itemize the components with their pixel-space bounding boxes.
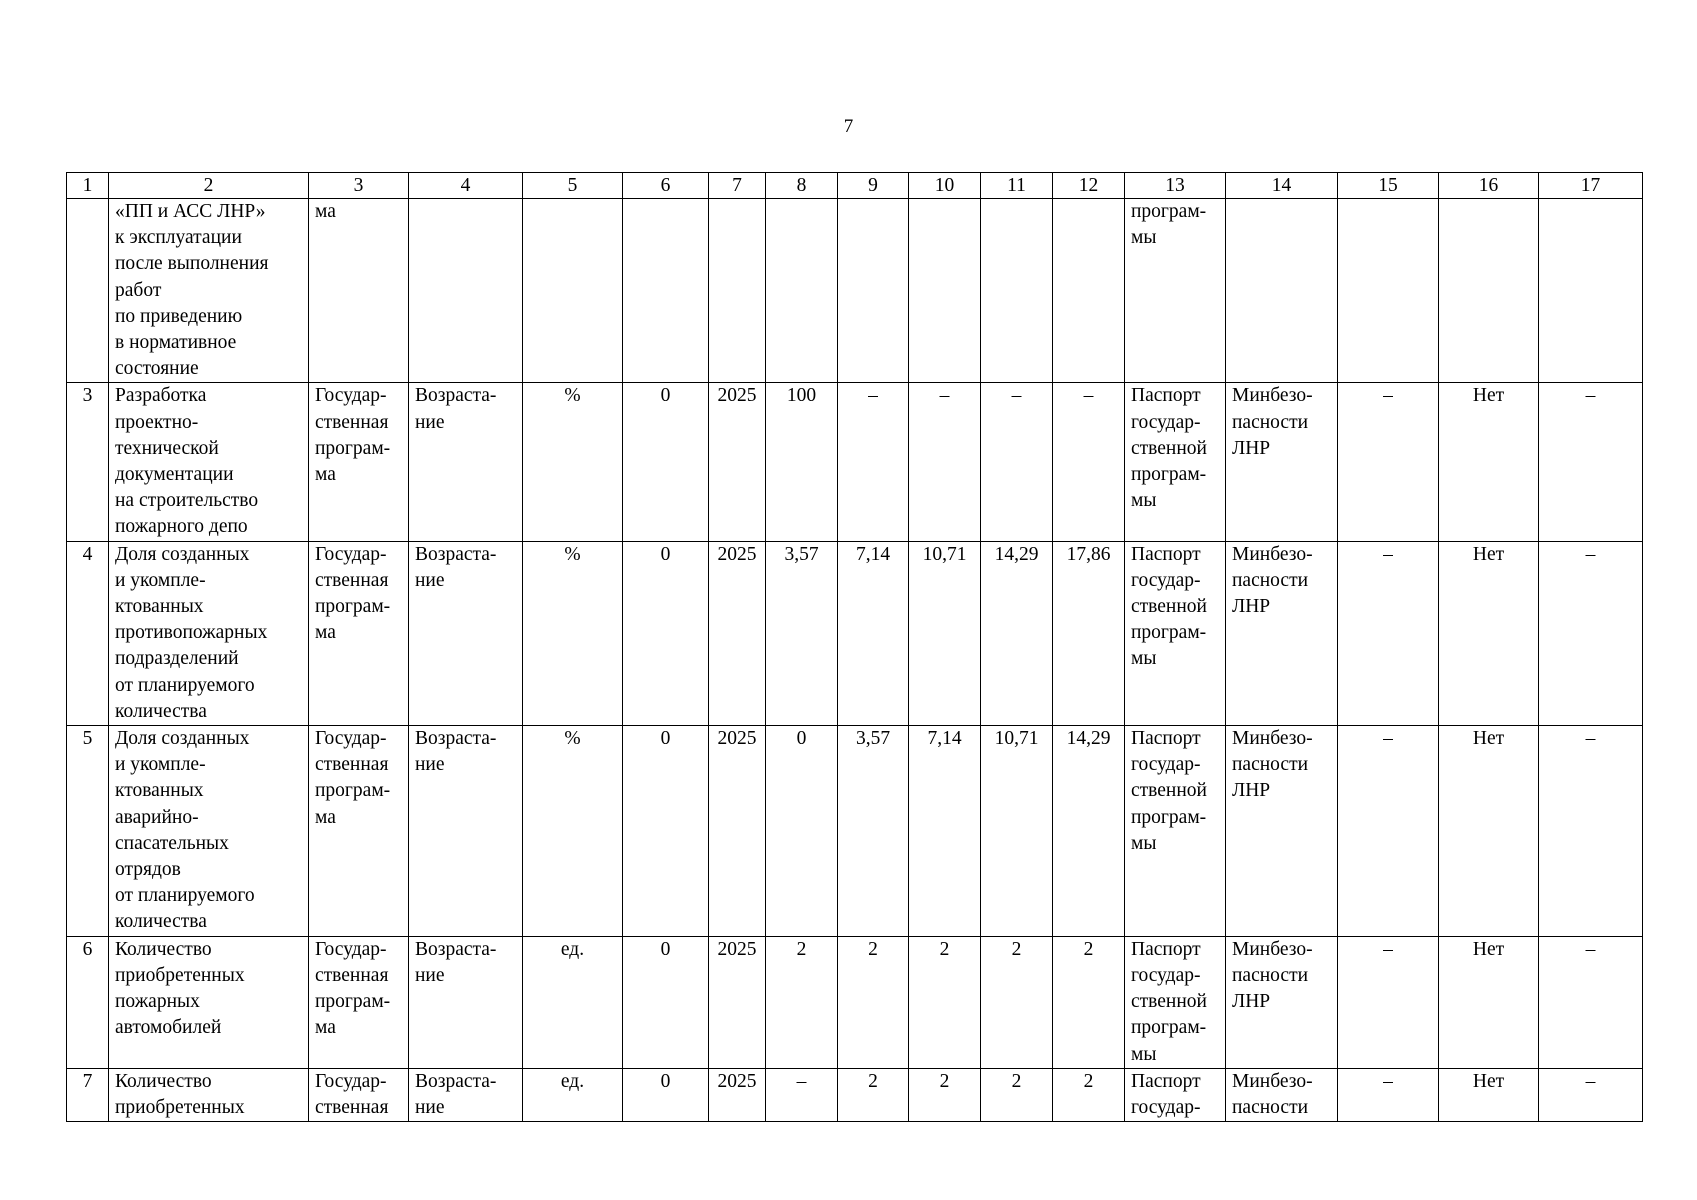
trend-cell — [409, 199, 523, 383]
value-cell: 3,57 — [838, 726, 909, 937]
row-number: 3 — [67, 383, 109, 541]
header-cell: 3 — [309, 173, 409, 199]
value-cell: – — [981, 383, 1053, 541]
system-cell: – — [1539, 936, 1643, 1068]
system-cell: – — [1539, 726, 1643, 937]
document-cell: Паспорт государ- — [1125, 1068, 1226, 1121]
value-cell: – — [838, 383, 909, 541]
header-cell: 2 — [109, 173, 309, 199]
responsible-cell: Минбезо- пасности ЛНР — [1226, 541, 1338, 725]
header-cell: 7 — [709, 173, 766, 199]
responsible-cell: Минбезо- пасности — [1226, 1068, 1338, 1121]
indicator-level: Государ- ственная програм- ма — [309, 726, 409, 937]
row-number: 5 — [67, 726, 109, 937]
base-year: 2025 — [709, 1068, 766, 1121]
header-cell: 16 — [1439, 173, 1539, 199]
row-number — [67, 199, 109, 383]
link-cell: – — [1338, 936, 1439, 1068]
header-cell: 12 — [1053, 173, 1125, 199]
value-cell — [838, 199, 909, 383]
link-cell: – — [1338, 726, 1439, 937]
value-cell: 14,29 — [1053, 726, 1125, 937]
header-row — [67, 173, 1643, 199]
trend-cell: Возраста- ние — [409, 1068, 523, 1121]
value-cell — [1053, 199, 1125, 383]
trend-cell: Возраста- ние — [409, 383, 523, 541]
document-cell: програм- мы — [1125, 199, 1226, 383]
value-cell: 2 — [838, 936, 909, 1068]
flag-cell — [1439, 199, 1539, 383]
flag-cell: Нет — [1439, 383, 1539, 541]
header-cell: 5 — [523, 173, 623, 199]
indicator-name: «ПП и АСС ЛНР» к эксплуатации после выполнения работ по приведению в нормативное состояние — [109, 199, 309, 383]
base-value — [623, 199, 709, 383]
unit-cell: ед. — [523, 1068, 623, 1121]
link-cell: – — [1338, 1068, 1439, 1121]
base-year: 2025 — [709, 383, 766, 541]
indicator-level: Государ- ственная програм- ма — [309, 541, 409, 725]
table-row — [67, 383, 1643, 541]
base-year: 2025 — [709, 541, 766, 725]
responsible-cell: Минбезо- пасности ЛНР — [1226, 936, 1338, 1068]
link-cell: – — [1338, 383, 1439, 541]
value-cell: 2 — [838, 1068, 909, 1121]
value-cell: 2 — [981, 936, 1053, 1068]
flag-cell: Нет — [1439, 1068, 1539, 1121]
value-cell: 7,14 — [909, 726, 981, 937]
trend-cell: Возраста- ние — [409, 541, 523, 725]
indicator-level: Государ- ственная — [309, 1068, 409, 1121]
table-row — [67, 936, 1643, 1068]
indicator-name: Разработка проектно- технической документации на строительство пожарного депо — [109, 383, 309, 541]
base-value: 0 — [623, 383, 709, 541]
link-cell — [1338, 199, 1439, 383]
unit-cell: % — [523, 726, 623, 937]
responsible-cell — [1226, 199, 1338, 383]
base-value: 0 — [623, 726, 709, 937]
row-number: 6 — [67, 936, 109, 1068]
base-year — [709, 199, 766, 383]
row-number: 4 — [67, 541, 109, 725]
header-cell: 8 — [766, 173, 838, 199]
table-row — [67, 726, 1643, 937]
header-cell: 4 — [409, 173, 523, 199]
value-cell: 0 — [766, 726, 838, 937]
header-cell: 11 — [981, 173, 1053, 199]
header-cell: 10 — [909, 173, 981, 199]
header-cell: 13 — [1125, 173, 1226, 199]
value-cell: 14,29 — [981, 541, 1053, 725]
trend-cell: Возраста- ние — [409, 936, 523, 1068]
value-cell: 2 — [981, 1068, 1053, 1121]
base-year: 2025 — [709, 936, 766, 1068]
table-row — [67, 541, 1643, 725]
header-cell: 14 — [1226, 173, 1338, 199]
header-cell: 9 — [838, 173, 909, 199]
indicator-name: Доля созданных и укомпле- ктованных противопожарных подразделений от планируемого количества — [109, 541, 309, 725]
value-cell: – — [909, 383, 981, 541]
responsible-cell: Минбезо- пасности ЛНР — [1226, 383, 1338, 541]
indicators-table — [66, 172, 1643, 1122]
value-cell: 2 — [909, 936, 981, 1068]
value-cell: 2 — [1053, 936, 1125, 1068]
flag-cell: Нет — [1439, 541, 1539, 725]
page-number: 7 — [843, 116, 854, 137]
base-value: 0 — [623, 936, 709, 1068]
document-cell: Паспорт государ- ственной програм- мы — [1125, 726, 1226, 937]
value-cell: 100 — [766, 383, 838, 541]
table-row — [67, 1068, 1643, 1121]
value-cell: 3,57 — [766, 541, 838, 725]
value-cell: 17,86 — [1053, 541, 1125, 725]
system-cell: – — [1539, 541, 1643, 725]
value-cell — [909, 199, 981, 383]
trend-cell: Возраста- ние — [409, 726, 523, 937]
value-cell — [981, 199, 1053, 383]
value-cell: 2 — [909, 1068, 981, 1121]
link-cell: – — [1338, 541, 1439, 725]
unit-cell: ед. — [523, 936, 623, 1068]
header-cell: 15 — [1338, 173, 1439, 199]
value-cell — [766, 199, 838, 383]
base-value: 0 — [623, 541, 709, 725]
system-cell — [1539, 199, 1643, 383]
indicator-name: Доля созданных и укомпле- ктованных аварийно- спасательных отрядов от планируемого количества — [109, 726, 309, 937]
indicator-name: Количество приобретенных пожарных автомобилей — [109, 936, 309, 1068]
value-cell: 10,71 — [981, 726, 1053, 937]
system-cell: – — [1539, 1068, 1643, 1121]
value-cell: 2 — [1053, 1068, 1125, 1121]
unit-cell: % — [523, 541, 623, 725]
header-cell: 6 — [623, 173, 709, 199]
value-cell: 2 — [766, 936, 838, 1068]
flag-cell: Нет — [1439, 936, 1539, 1068]
unit-cell: % — [523, 383, 623, 541]
value-cell: – — [766, 1068, 838, 1121]
document-cell: Паспорт государ- ственной програм- мы — [1125, 383, 1226, 541]
indicator-level: ма — [309, 199, 409, 383]
responsible-cell: Минбезо- пасности ЛНР — [1226, 726, 1338, 937]
document-cell: Паспорт государ- ственной програм- мы — [1125, 936, 1226, 1068]
header-cell: 1 — [67, 173, 109, 199]
document-cell: Паспорт государ- ственной програм- мы — [1125, 541, 1226, 725]
unit-cell — [523, 199, 623, 383]
base-value: 0 — [623, 1068, 709, 1121]
flag-cell: Нет — [1439, 726, 1539, 937]
row-number: 7 — [67, 1068, 109, 1121]
base-year: 2025 — [709, 726, 766, 937]
value-cell: 10,71 — [909, 541, 981, 725]
indicator-name: Количество приобретенных — [109, 1068, 309, 1121]
indicator-level: Государ- ственная програм- ма — [309, 383, 409, 541]
table-row — [67, 199, 1643, 383]
header-cell: 17 — [1539, 173, 1643, 199]
value-cell: 7,14 — [838, 541, 909, 725]
value-cell: – — [1053, 383, 1125, 541]
indicator-level: Государ- ственная програм- ма — [309, 936, 409, 1068]
system-cell: – — [1539, 383, 1643, 541]
